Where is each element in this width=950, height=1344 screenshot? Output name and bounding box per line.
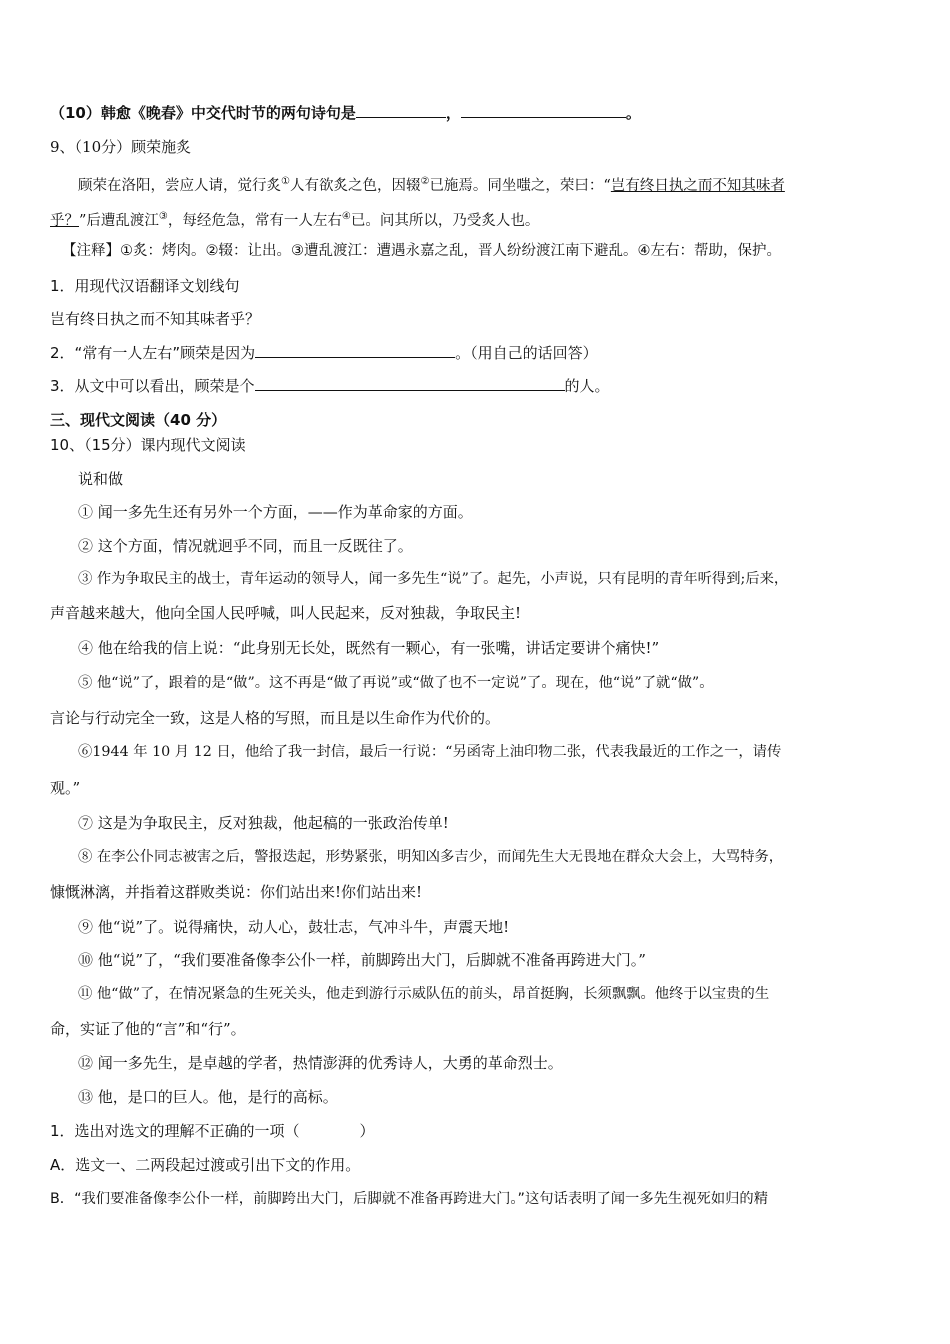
q10-poem-period: 。: [625, 104, 641, 122]
footnote-mark: ②: [420, 176, 430, 187]
q10-para-3b: 声音越来越大，他向全国人民呼喊，叫人民起来，反对独裁，争取民主!: [50, 604, 522, 622]
q10-poem-line: [50, 103, 641, 123]
underlined-sentence: 岂有终日执之而不知其味者: [610, 177, 785, 194]
passage-text: 顾荣在洛阳，尝应人请，觉行炙: [78, 177, 281, 194]
passage-text: ”后遭乱渡江: [79, 212, 159, 229]
q10-para-6a: ⑥1944 年 10 月 12 日，他给了我一封信，最后一行说：“另函寄上油印物二张，代表我最近的工作之一，请传: [78, 744, 782, 760]
q10-article-title: 说和做: [78, 470, 124, 488]
q10-para-12: ⑫ 闻一多先生，是卓越的学者，热情澎湃的优秀诗人，大勇的革命烈士。: [78, 1054, 563, 1072]
question-text: 2．“常有一人左右”顾荣是因为: [50, 344, 256, 362]
q10-para-10: ⑩ 他“说”了，“我们要准备像李公仆一样，前脚跨出大门，后脚就不准备再跨进大门。”: [78, 951, 646, 969]
q9-passage-line-1: [78, 172, 785, 196]
passage-text: 已施焉。同坐嗤之，荣曰：“: [429, 177, 611, 194]
q10-para-2: ② 这个方面，情况就迥乎不同，而且一反既往了。: [78, 537, 413, 555]
q10-para-1: ① 闻一多先生还有另外一个方面，——作为革命家的方面。: [78, 503, 473, 521]
footnote-mark: ④: [341, 211, 351, 222]
q9-sub1-sentence: 岂有终日执之而不知其味者乎？: [50, 310, 261, 328]
q10-para-11b: 命，实证了他的“言”和“行”。: [50, 1020, 246, 1038]
question-text: 3．从文中可以看出，顾荣是个: [50, 377, 255, 395]
q10-para-11a: ⑪ 他“做”了，在情况紧急的生死关头，他走到游行示威队伍的前头，昂首挺胸，长须飘飘。他终于以宝贵的生: [78, 986, 770, 1002]
q10-para-13: ⑬ 他，是口的巨人。他，是行的高标。: [78, 1088, 338, 1106]
underlined-sentence: 乎？: [50, 212, 79, 229]
q10-para-4: ④ 他在给我的信上说：“此身别无长处，既然有一颗心，有一张嘴，讲话定要讲个痛快!”: [78, 639, 660, 657]
q10-para-8b: 慷慨淋漓，并指着这群败类说：你们站出来!你们站出来!: [50, 883, 423, 901]
q9-sub3: [50, 376, 610, 396]
footnote-mark: ①: [281, 176, 290, 187]
q9-passage-line-2: [50, 207, 539, 231]
section3-title: 三、现代文阅读（40 分）: [50, 411, 227, 429]
q9-sub1: 1．用现代汉语翻译文划线句: [50, 277, 240, 295]
question-text: 。（用自己的话回答）: [455, 344, 598, 362]
footnote-mark: ③: [158, 211, 168, 222]
q10-para-8a: ⑧ 在李公仆同志被害之后，警报迭起，形势紧张，明知凶多吉少，而闻先生大无畏地在群众大会上，大骂特务，: [78, 849, 784, 865]
q9-note: 【注释】①炙：烤肉。②辍：让出。③遭乱渡江：遭遇永嘉之乱，晋人纷纷渡江南下避乱。④左右：帮助，保护。: [62, 243, 781, 259]
q10-poem-comma: ，: [445, 104, 461, 122]
q10-sub1: 1．选出对选文的理解不正确的一项（ ）: [50, 1122, 375, 1140]
q10-para-3a: ③ 作为争取民主的战士，青年运动的领导人，闻一多先生“说”了。起先，小声说，只有昆明的青年听得到;后来，: [78, 571, 789, 587]
q10-para-5a: ⑤ 他“说”了，跟着的是“做”。这不再是“做了再说”或“做了也不一定说”了。现在，他“说”了就“做”。: [78, 675, 714, 691]
q10-para-9: ⑨ 他“说”了。说得痛快，动人心，鼓壮志，气冲斗牛，声震天地!: [78, 918, 510, 936]
answer-blank[interactable]: [255, 343, 455, 358]
q9-sub2: [50, 343, 598, 363]
q10-para-7: ⑦ 这是为争取民主，反对独裁，他起稿的一张政治传单!: [78, 814, 449, 832]
question-text: 的人。: [564, 377, 610, 395]
q10-header: 10、（15分）课内现代文阅读: [50, 436, 246, 454]
passage-text: ，每经危急，常有一人左右: [167, 212, 342, 229]
q10-option-b[interactable]: B．“我们要准备像李公仆一样，前脚跨出大门，后脚就不准备再跨进大门。”这句话表明了闻一多先生视死如归的精: [50, 1191, 769, 1207]
q10-poem-text: （10）韩愈《晚春》中交代时节的两句诗句是: [50, 104, 356, 122]
q10-option-a[interactable]: A．选文一、二两段起过渡或引出下文的作用。: [50, 1156, 361, 1174]
q10-para-5b: 言论与行动完全一致，这是人格的写照，而且是以生命作为代价的。: [50, 709, 501, 727]
passage-text: 人有欲炙之色，因辍: [289, 177, 421, 194]
answer-blank[interactable]: [461, 103, 626, 118]
q9-header: 9、（10分）顾荣施炙: [50, 138, 192, 156]
answer-blank[interactable]: [356, 103, 446, 118]
q10-para-6b: 观。”: [50, 779, 81, 797]
passage-text: 已。问其所以，乃受炙人也。: [350, 212, 540, 229]
answer-blank[interactable]: [255, 376, 565, 391]
